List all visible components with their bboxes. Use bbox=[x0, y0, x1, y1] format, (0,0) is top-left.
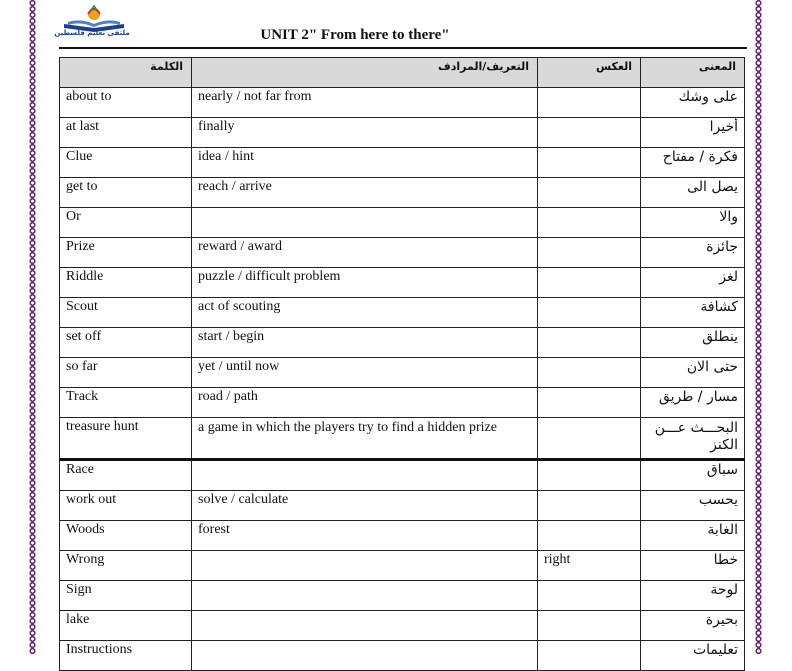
opposite-cell bbox=[538, 491, 641, 521]
table-row bbox=[60, 551, 745, 581]
word-cell: work out bbox=[60, 491, 192, 521]
definition-cell: act of scouting bbox=[192, 298, 538, 328]
definition-cell: forest bbox=[192, 521, 538, 551]
opposite-cell bbox=[538, 418, 641, 460]
table-header-row bbox=[60, 58, 745, 88]
meaning-cell: لوحة bbox=[641, 581, 745, 611]
col-header-definition: التعريف/المرادف bbox=[192, 58, 538, 88]
word-cell: lake bbox=[60, 611, 192, 641]
word-cell: Instructions bbox=[60, 641, 192, 671]
meaning-cell: والا bbox=[641, 208, 745, 238]
definition-cell: road / path bbox=[192, 388, 538, 418]
opposite-cell bbox=[538, 358, 641, 388]
definition-cell: a game in which the players try to find a hidden prize bbox=[192, 418, 538, 460]
definition-cell: start / begin bbox=[192, 328, 538, 358]
table-row bbox=[60, 88, 745, 118]
meaning-cell: فكرة / مفتاح bbox=[641, 148, 745, 178]
word-cell: Track bbox=[60, 388, 192, 418]
definition-cell: solve / calculate bbox=[192, 491, 538, 521]
table-row bbox=[60, 388, 745, 418]
table-row bbox=[60, 491, 745, 521]
meaning-cell: البحـــث عـــن الكنز bbox=[641, 418, 745, 460]
word-cell: Scout bbox=[60, 298, 192, 328]
opposite-cell bbox=[538, 118, 641, 148]
meaning-cell: سباق bbox=[641, 460, 745, 491]
definition-cell bbox=[192, 460, 538, 491]
table-row bbox=[60, 641, 745, 671]
col-header-opposite: العكس bbox=[538, 58, 641, 88]
table-row bbox=[60, 208, 745, 238]
meaning-cell: خطا bbox=[641, 551, 745, 581]
table-row bbox=[60, 581, 745, 611]
opposite-cell bbox=[538, 611, 641, 641]
vocabulary-table bbox=[59, 57, 745, 671]
meaning-cell: على وشك bbox=[641, 88, 745, 118]
definition-cell: yet / until now bbox=[192, 358, 538, 388]
definition-cell: reach / arrive bbox=[192, 178, 538, 208]
opposite-cell bbox=[538, 88, 641, 118]
table-row bbox=[60, 238, 745, 268]
table-row bbox=[60, 328, 745, 358]
meaning-cell: يصل الى bbox=[641, 178, 745, 208]
page-title: UNIT 2" From here to there" bbox=[260, 27, 450, 43]
col-header-word: الكلمة bbox=[60, 58, 192, 88]
decorative-border-left bbox=[28, 0, 37, 654]
word-cell: Race bbox=[60, 460, 192, 491]
definition-cell bbox=[192, 208, 538, 238]
word-cell: Clue bbox=[60, 148, 192, 178]
word-cell: so far bbox=[60, 358, 192, 388]
opposite-cell: right bbox=[538, 551, 641, 581]
table-row bbox=[60, 418, 745, 460]
word-cell: Woods bbox=[60, 521, 192, 551]
word-cell: Riddle bbox=[60, 268, 192, 298]
opposite-cell bbox=[538, 178, 641, 208]
meaning-cell: حتى الان bbox=[641, 358, 745, 388]
definition-cell bbox=[192, 551, 538, 581]
opposite-cell bbox=[538, 460, 641, 491]
meaning-cell: تعليمات bbox=[641, 641, 745, 671]
definition-cell bbox=[192, 581, 538, 611]
opposite-cell bbox=[538, 388, 641, 418]
definition-cell bbox=[192, 611, 538, 641]
table-row bbox=[60, 148, 745, 178]
table-row bbox=[60, 118, 745, 148]
col-header-meaning: المعنى bbox=[641, 58, 745, 88]
meaning-cell: أخيرا bbox=[641, 118, 745, 148]
opposite-cell bbox=[538, 208, 641, 238]
meaning-cell: بحيرة bbox=[641, 611, 745, 641]
meaning-cell: مسار / طريق bbox=[641, 388, 745, 418]
meaning-cell: كشافة bbox=[641, 298, 745, 328]
opposite-cell bbox=[538, 328, 641, 358]
table-row bbox=[60, 611, 745, 641]
logo-caption: ملتقى تعليم فلسطين bbox=[54, 29, 130, 37]
definition-cell: idea / hint bbox=[192, 148, 538, 178]
table-row bbox=[60, 460, 745, 491]
title-divider bbox=[59, 47, 747, 49]
opposite-cell bbox=[538, 298, 641, 328]
opposite-cell bbox=[538, 148, 641, 178]
opposite-cell bbox=[538, 238, 641, 268]
definition-cell: reward / award bbox=[192, 238, 538, 268]
word-cell: set off bbox=[60, 328, 192, 358]
table-row bbox=[60, 178, 745, 208]
word-cell: at last bbox=[60, 118, 192, 148]
opposite-cell bbox=[538, 521, 641, 551]
table-row bbox=[60, 358, 745, 388]
word-cell: get to bbox=[60, 178, 192, 208]
table-row bbox=[60, 521, 745, 551]
meaning-cell: لغز bbox=[641, 268, 745, 298]
definition-cell: finally bbox=[192, 118, 538, 148]
word-cell: treasure hunt bbox=[60, 418, 192, 460]
definition-cell: puzzle / difficult problem bbox=[192, 268, 538, 298]
opposite-cell bbox=[538, 641, 641, 671]
opposite-cell bbox=[538, 581, 641, 611]
meaning-cell: الغابة bbox=[641, 521, 745, 551]
word-cell: about to bbox=[60, 88, 192, 118]
word-cell: Prize bbox=[60, 238, 192, 268]
definition-cell: nearly / not far from bbox=[192, 88, 538, 118]
table-row bbox=[60, 298, 745, 328]
word-cell: Wrong bbox=[60, 551, 192, 581]
word-cell: Or bbox=[60, 208, 192, 238]
meaning-cell: يحسب bbox=[641, 491, 745, 521]
table-row bbox=[60, 268, 745, 298]
decorative-border-right bbox=[754, 0, 763, 654]
definition-cell bbox=[192, 641, 538, 671]
meaning-cell: جائزة bbox=[641, 238, 745, 268]
opposite-cell bbox=[538, 268, 641, 298]
word-cell: Sign bbox=[60, 581, 192, 611]
meaning-cell: ينطلق bbox=[641, 328, 745, 358]
